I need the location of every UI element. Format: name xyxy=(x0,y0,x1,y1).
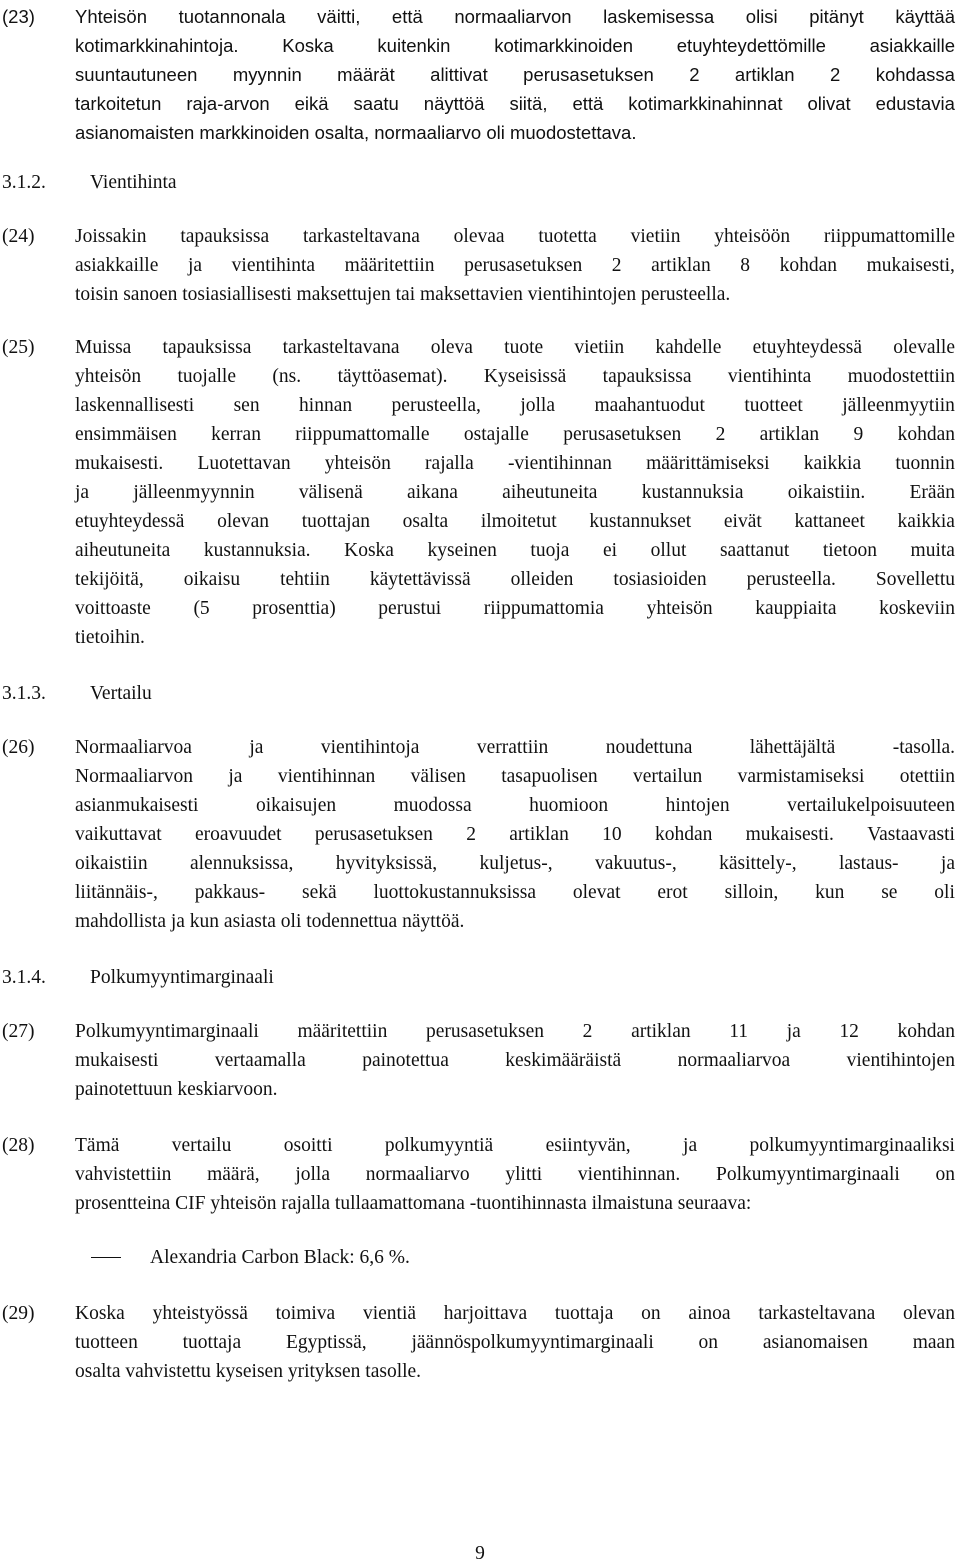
text-line: vahvistettiin määrä, jolla normaaliarvo ylitti vientihinnan. Polkumyyntimarginaali on xyxy=(75,1164,955,1185)
text-line: tietoihin. xyxy=(75,627,145,648)
text-line: tarkoitetun raja-arvon eikä saatu näyttöä siitä, että kotimarkkinahinnat olivat edustavia xyxy=(75,93,955,114)
section-number: 3.1.2. xyxy=(2,172,46,193)
text-line: oikaistiin alennuksissa, hyvityksissä, kuljetus-, vakuutus-, käsittely-, lastaus- ja xyxy=(75,853,955,874)
dash-list-item xyxy=(75,1243,955,1272)
text-line: asiakkaille ja vientihinta määritettiin perusasetuksen 2 artiklan 8 kohdan mukaisesti, xyxy=(75,255,955,276)
section-title: Vertailu xyxy=(90,683,152,704)
text-line: Koska yhteistyössä toimiva vientiä harjoittava tuottaja on ainoa tarkasteltavana olevan xyxy=(75,1303,955,1324)
paragraph-body xyxy=(75,333,955,652)
text-line: Joissakin tapauksissa tarkasteltavana olevaa tuotetta vietiin yhteisöön riippumattomille xyxy=(75,226,955,247)
text-line: etuyhteydessä olevan tuottajan osalta ilmoitetut kustannukset eivät kattaneet kaikkia xyxy=(75,511,955,532)
section-title: Vientihinta xyxy=(90,172,177,193)
paragraph-number: (28) xyxy=(2,1135,35,1156)
text-line: Normaaliarvon ja vientihinnan välisen tasapuolisen vertailun varmistamiseksi otettiin xyxy=(75,766,955,787)
text-line: prosentteina CIF yhteisön rajalla tullaamattomana -tuontihinnasta ilmaistuna seuraava: xyxy=(75,1193,752,1214)
text-line: vaikuttavat eroavuudet perusasetuksen 2 artiklan 10 kohdan mukaisesti. Vastaavasti xyxy=(75,824,955,845)
text-line: asianmukaisesti oikaisujen muodossa huomioon hintojen vertailukelpoisuuteen xyxy=(75,795,955,816)
section-title: Polkumyyntimarginaali xyxy=(90,967,274,988)
text-line: Tämä vertailu osoitti polkumyyntiä esiintyvän, ja polkumyyntimarginaaliksi xyxy=(75,1135,955,1156)
text-line: mahdollista ja kun asiasta oli todennettua näyttöä. xyxy=(75,911,465,932)
text-line: Muissa tapauksissa tarkasteltavana oleva tuote vietiin kahdelle etuyhteydessä olevalle xyxy=(75,337,955,358)
paragraph-number: (24) xyxy=(2,226,35,247)
text-line: aiheutuneita kustannuksia. Koska kyseinen tuoja ei ollut saattanut tietoon muita xyxy=(75,540,955,561)
section-number: 3.1.3. xyxy=(2,683,46,704)
text-line: laskennallisesti sen hinnan perusteella, jolla maahantuodut tuotteet jälleenmyytiin xyxy=(75,395,955,416)
text-line: liitännäis-, pakkaus- sekä luottokustannuksissa olevat erot silloin, kun se oli xyxy=(75,882,955,903)
paragraph-number: (26) xyxy=(2,737,35,758)
paragraph-number: (25) xyxy=(2,337,35,358)
text-line: kotimarkkinahintoja. Koska kuitenkin kotimarkkinoiden etuyhteydettömille asiakkaille xyxy=(75,35,955,56)
text-line: asianomaisten markkinoiden osalta, normaaliarvo oli muodostettava. xyxy=(75,122,637,143)
paragraph-number: (23) xyxy=(2,6,35,27)
text-line: yhteisön tuojalle (ns. täyttöasemat). Kyseisissä tapauksissa vientihinta muodostettiin xyxy=(75,366,955,387)
section-number: 3.1.4. xyxy=(2,967,46,988)
text-line: suuntautuneen myynnin määrät alittivat perusasetuksen 2 artiklan 2 kohdassa xyxy=(75,64,955,85)
section-heading xyxy=(0,679,960,708)
dumping-margin-value: Alexandria Carbon Black: 6,6 %. xyxy=(150,1247,410,1268)
paragraph-number: (29) xyxy=(2,1303,35,1324)
page-number: 9 xyxy=(475,1543,485,1564)
text-line: tekijöitä, oikaisu tehtiin käytettävissä olleiden tosiasioiden perusteella. Sovellettu xyxy=(75,569,955,590)
section-heading xyxy=(0,168,960,197)
paragraph-body xyxy=(75,1131,955,1218)
text-line: osalta vahvistettu kyseisen yrityksen tasolle. xyxy=(75,1361,422,1382)
text-line: Yhteisön tuotannonala väitti, että normaaliarvon laskemisessa olisi pitänyt käyttää xyxy=(75,6,955,27)
text-line: Polkumyyntimarginaali määritettiin perusasetuksen 2 artiklan 11 ja 12 kohdan xyxy=(75,1021,955,1042)
section-heading xyxy=(0,963,960,992)
text-line: mukaisesti. Luotettavan yhteisön rajalla -vientihinnan määrittämiseksi kaikkia tuonnin xyxy=(75,453,955,474)
text-line: toisin sanoen tosiasiallisesti maksettujen tai maksettavien vientihintojen perusteella. xyxy=(75,284,731,305)
text-line: ensimmäisen kerran riippumattomalle ostajalle perusasetuksen 2 artiklan 9 kohdan xyxy=(75,424,955,445)
text-line: mukaisesti vertaamalla painotettua keskimääräistä normaaliarvoa vientihintojen xyxy=(75,1050,955,1071)
text-line: voittoaste (5 prosenttia) perustui riippumattomia yhteisön kauppiaita koskeviin xyxy=(75,598,955,619)
paragraph-body xyxy=(75,1299,955,1386)
text-line: Normaaliarvoa ja vientihintoja verrattiin noudettuna lähettäjältä -tasolla. xyxy=(75,737,955,758)
dash-bullet xyxy=(91,1257,121,1258)
paragraph-number: (27) xyxy=(2,1021,35,1042)
paragraph-body xyxy=(75,733,955,936)
paragraph-body xyxy=(75,1017,955,1104)
paragraph-body xyxy=(75,2,955,147)
paragraph-body xyxy=(75,222,955,309)
text-line: tuotteen tuottaja Egyptissä, jäännöspolkumyyntimarginaali on asianomaisen maan xyxy=(75,1332,955,1353)
text-line: ja jälleenmyynnin välisenä aikana aiheutuneita kustannuksia oikaistiin. Erään xyxy=(75,482,955,503)
text-line: painotettuun keskiarvoon. xyxy=(75,1079,278,1100)
